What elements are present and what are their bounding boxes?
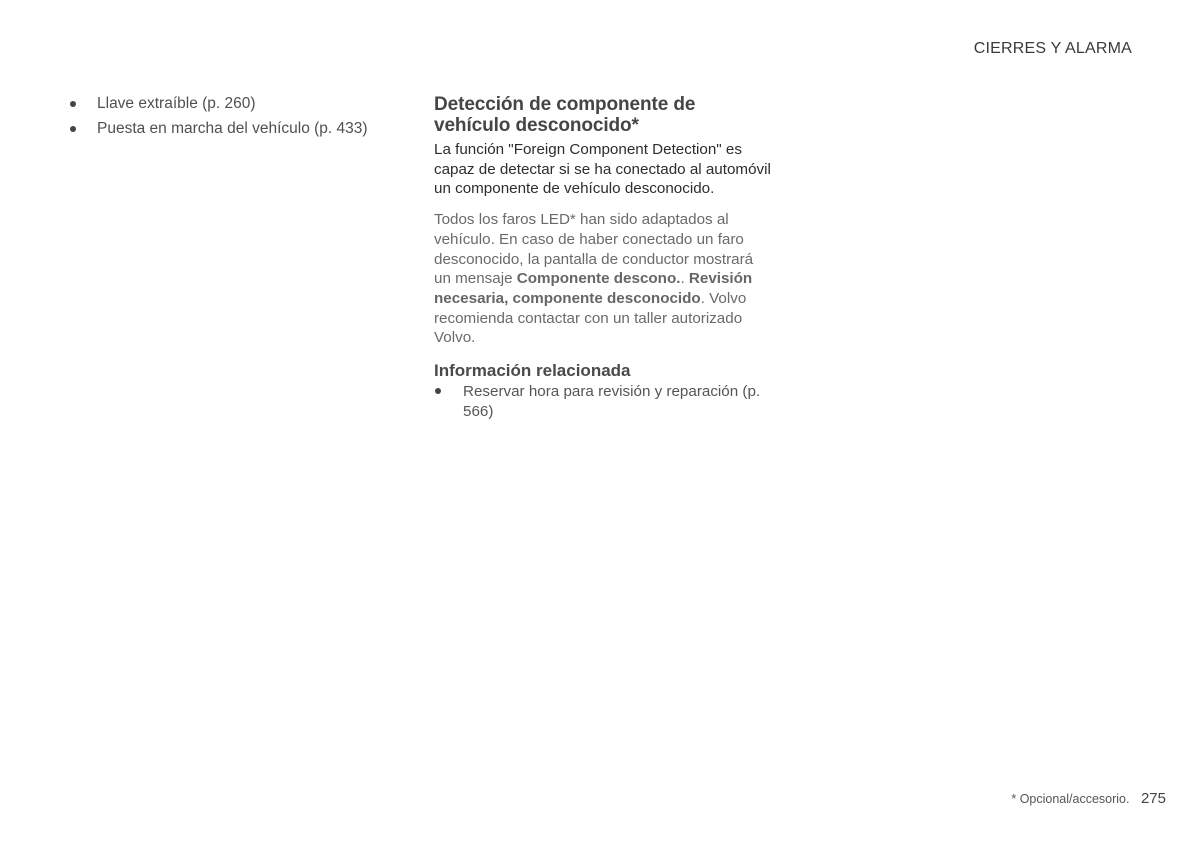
bullet-icon	[70, 101, 76, 107]
footnote: * Opcional/accesorio.	[1011, 792, 1130, 806]
display-message-1: Componente descono.	[516, 270, 681, 288]
section-header: CIERRES Y ALARMA	[973, 40, 1132, 57]
bullet-icon	[435, 388, 441, 394]
bullet-icon	[70, 126, 76, 132]
article-title: Detección de componente de vehículo desconocido*	[434, 94, 696, 136]
left-column	[68, 94, 398, 144]
article-intro: La función "Foreign Component Detection" es capaz de detectar si se ha conectado al automóvil un componente de vehículo desconocido.	[434, 141, 771, 198]
related-info-heading: Información relacionada	[434, 361, 631, 381]
list-item-label: Llave extraíble (p. 260)	[97, 95, 256, 112]
article-column	[434, 94, 774, 421]
list-item[interactable]	[68, 94, 398, 114]
body-separator: .	[680, 270, 689, 288]
body-text-end: . Volvo recomienda contactar con un taller autorizado Volvo.	[434, 289, 747, 347]
article-body	[434, 210, 774, 348]
display-message-2: Revisión necesaria, componente desconocido	[434, 270, 753, 307]
list-item-label: Reservar hora para revisión y reparación (p. 566)	[463, 383, 761, 420]
related-links-list	[68, 94, 398, 139]
related-info-list	[434, 382, 774, 421]
list-item[interactable]	[434, 382, 763, 421]
body-text: Todos los faros LED* han sido adaptados al vehículo. En caso de haber conectado un faro desconocido, la pantalla de conductor mostrará un mensaje	[434, 211, 754, 288]
list-item[interactable]	[68, 119, 398, 139]
page-footer	[1011, 790, 1166, 807]
list-item-label: Puesta en marcha del vehículo (p. 433)	[97, 120, 368, 137]
page-number: 275	[1140, 790, 1166, 807]
